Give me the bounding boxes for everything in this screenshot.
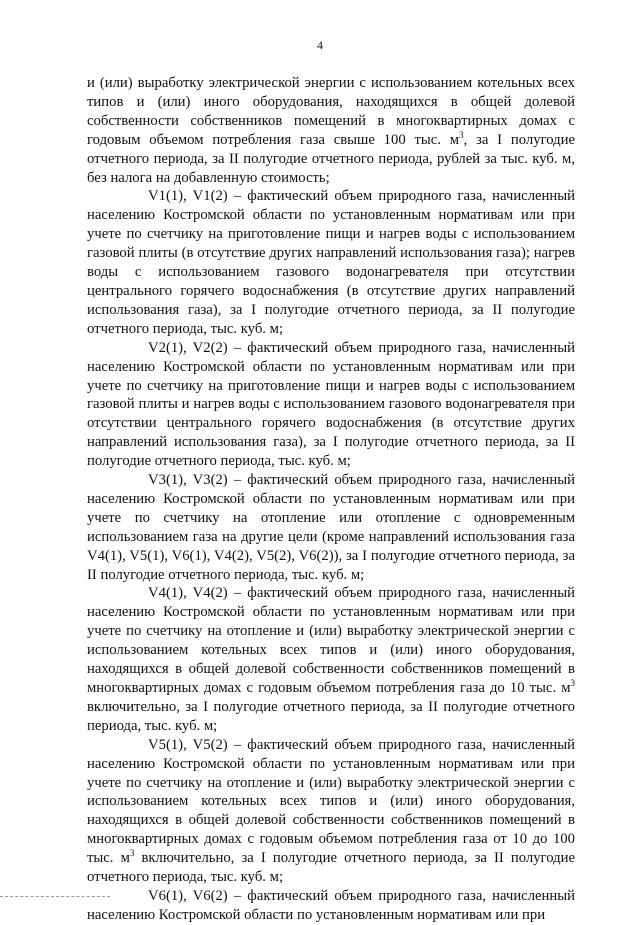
- text-run: V5(1), V5(2) – фактический объем природного газа, начисленный населению Костромской области по установленным нормативам или при учете по счетчику на отопление и (или) выработку электрической энергии с использованием котельных всех типов и (или) иного оборудования, находящихся в общей долевой собственности собственников помещений в многоквартирных домах с годовым объемом потребления газа от 10 до 100 тыс. м: [87, 736, 575, 867]
- paragraph: [87, 736, 575, 887]
- paragraph: [87, 584, 575, 735]
- document-body: [87, 74, 575, 925]
- footer-rule: [0, 896, 110, 897]
- superscript: 3: [570, 678, 575, 688]
- text-run: и (или) выработку электрической энергии с использованием котельных всех типов и (или) иного оборудования, находящихся в общей долевой собственности собственников помещений в многоквартирных домах с годовым объемом потребления газа свыше 100 тыс. м: [87, 75, 575, 148]
- text-run: V2(1), V2(2) – фактический объем природного газа, начисленный населению Костромской области по установленным нормативам или при учете по счетчику на приготовление пищи и нагрев воды с использованием газовой плиты и нагрев воды с использованием газового водонагревателя при отсутствии центрального горячего водоснабжения (в отсутствие других направлений использования газа), за I полугодие отчетного периода, за II полугодие отчетного периода, тыс. куб. м;: [87, 339, 575, 470]
- paragraph: [87, 74, 575, 187]
- text-run: V3(1), V3(2) – фактический объем природного газа, начисленный населению Костромской области по установленным нормативам или при учете по счетчику на отопление или отопление с одновременным использованием газа на другие цели (кроме направлений использования газа V4(1), V5(1), V6(1), V4(2), V5(2), V6(2)), за I полугодие отчетного периода, за II полугодие отчетного периода, тыс. куб. м;: [87, 472, 575, 583]
- superscript: 3: [459, 129, 464, 140]
- paragraph: [87, 187, 575, 338]
- text-run: включительно, за I полугодие отчетного периода, за II полугодие отчетного периода, тыс. куб. м;: [87, 698, 575, 734]
- page-number: 4: [317, 38, 323, 52]
- text-run: V4(1), V4(2) – фактический объем природного газа, начисленный населению Костромской области по установленным нормативам или при учете по счетчику на отопление и (или) выработку электрической энергии с использованием котельных всех типов и (или) иного оборудования, находящихся в общей долевой собственности собственников помещений в многоквартирных домах с годовым объемом потребления газа до 10 тыс. м: [87, 585, 575, 696]
- text-run: V1(1), V1(2) – фактический объем природного газа, начисленный населению Костромской области по установленным нормативам или при учете по счетчику на приготовление пищи и нагрев воды с использованием газовой плиты (в отсутствие других направлений использования газа); нагрев воды с использованием газового водонагревателя при отсутствии центрального горячего водоснабжения (в отсутствие других направлений использования газа), за I полугодие отчетного периода, за II полугодие отчетного периода, тыс. куб. м;: [87, 188, 575, 337]
- text-run: , за I полугодие отчетного периода, за II полугодие отчетного периода, рублей за тыс. куб. м, без налога на добавленную стоимость;: [87, 131, 575, 186]
- paragraph: [87, 339, 575, 471]
- paragraph: [87, 887, 575, 925]
- text-run: V6(1), V6(2) – фактический объем природного газа, начисленный населению Костромской области по установленным нормативам или при: [87, 887, 575, 923]
- superscript: 3: [129, 848, 135, 859]
- paragraph: [87, 471, 575, 584]
- text-run: включительно, за I полугодие отчетного периода, за II полугодие отчетного периода, тыс. куб. м;: [87, 850, 575, 886]
